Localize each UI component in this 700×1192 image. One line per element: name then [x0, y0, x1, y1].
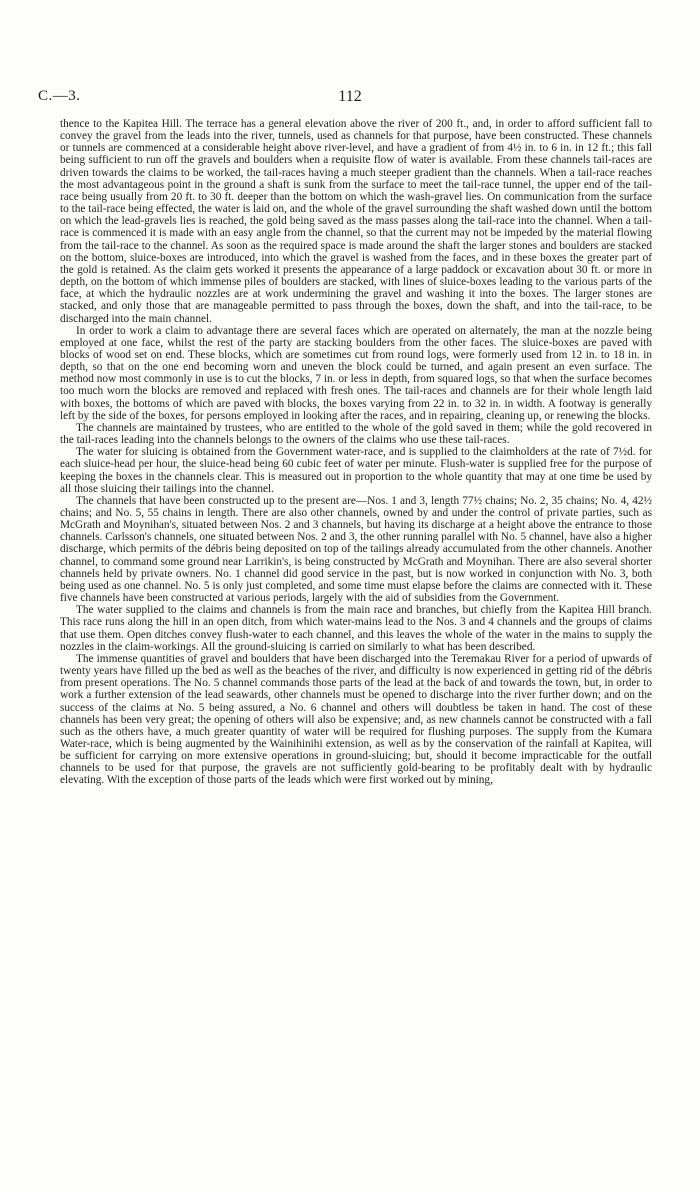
report-reference: C.—3.	[38, 88, 81, 104]
paragraph-4: The water for sluicing is obtained from the Government water-race, and is supplied to the claimholders at the rate of 7½d. for each sluice-head per hour, the sluice-head being 60 cubic feet of water per minute. Flush-water is supplied free for the purpose of keeping the boxes in the channels clear. This is measured out in proportion to the whole quantity that may at one time be used by all those sluicing their tailings into the channel.	[60, 446, 652, 495]
page-header	[38, 88, 662, 108]
page-number: 112	[338, 88, 362, 105]
paragraph-7: The immense quantities of gravel and boulders that have been discharged into the Teremakau River for a period of upwards of twenty years have filled up the bed as well as the beaches of the river, and difficulty is now experienced in getting rid of the débris from present operations. The No. 5 channel commands those parts of the lead at the back of and towards the town, but, in order to work a further extension of the lead seawards, other channels must be opened to discharge into the river further down; and on the success of the claims at No. 5 being assured, a No. 6 channel and others will doubtless be taken in hand. The cost of these channels has been very great; the opening of others will also be expensive; and, as new channels cannot be constructed with a fall such as the others have, a much greater quantity of water will be required for flushing purposes. The supply from the Kumara Water-race, which is being augmented by the Wainihinihi extension, as well as by the conservation of the rainfall at Kapitea, will be sufficient for carrying on more extensive operations in ground-sluicing; but, should it become impracticable for the outfall channels to be used for that purpose, the gravels are not sufficiently gold-bearing to be profitably dealt with by hydraulic elevating. With the exception of those parts of the leads which were first worked out by mining,	[60, 652, 652, 787]
paragraph-5: The channels that have been constructed up to the present are—Nos. 1 and 3, length 77½ chains; No. 2, 35 chains; No. 4, 42½ chains; and No. 5, 55 chains in length. There are also other channels, owned by and under the control of private parties, such as McGrath and Moynihan's, situated between Nos. 2 and 3 channels, but having its discharge at a height above the entrance to those channels. Carlsson's channels, one situated between Nos. 2 and 3, the other running parallel with No. 5 channel, have also a higher discharge, which permits of the débris being deposited on top of the tailings already accumulated from the other channels. Another channel, to command some ground near Larrikin's, is being constructed by McGrath and Moynihan. There are also several shorter channels held by private owners. No. 1 channel did good service in the past, but is now worked in conjunction with No. 3, both being used as one channel. No. 5 is only just completed, and some time must elapse before the claims are connected with it. These five channels have been constructed at various periods, largely with the aid of subsidies from the Government.	[60, 494, 652, 605]
paragraph-2: In order to work a claim to advantage there are several faces which are operated on alternately, the man at the nozzle being employed at one face, whilst the rest of the party are stacking boulders from the other faces. The sluice-boxes are paved with blocks of wood set on end. These blocks, which are sometimes cut from round logs, were formerly used from 12 in. to 18 in. in depth, so that on the one end becoming worn and uneven the block could be turned, and again present an even surface. The method now most commonly in use is to cut the blocks, 7 in. or less in depth, from squared logs, so that when the surface becomes too much worn the blocks are removed and replaced with fresh ones. The tail-races and channels are for their whole length laid with boxes, the bottoms of which are paved with blocks, the boxes varying from 22 in. to 32 in. in width. A footway is generally left by the side of the boxes, for persons employed in looking after the races, and in repairing, cleaning up, or renewing the blocks.	[60, 324, 652, 422]
paragraph-1: thence to the Kapitea Hill. The terrace has a general elevation above the river of 200 ft., and, in order to afford sufficient fall to convey the gravel from the leads into the river, tunnels, used as channels for that purpose, have been constructed. These channels or tunnels are commenced at a considerable height above river-level, and have a gradient of from 4½ in. to 6 in. in 12 ft.; this fall being sufficient to run off the gravels and boulders when a requisite flow of water is available. From these channels tail-races are driven towards the claims to be worked, the tail-races having a much steeper gradient than the channels. When a tail-race reaches the most advantageous point in the ground a shaft is sunk from the surface to meet the tail-race tunnel, the upper end of the tail-race being usually from 20 ft. to 30 ft. deeper than the bottom on which the wash-gravel lies. On communication from the surface to the tail-race being effected, the water is laid on, and the whole of the gravel surrounding the shaft washed down until the bottom on which the lead-gravels lies is reached, the gold being saved as the mass passes along the tail-race into the channel. When a tail-race is commenced it is made with an easy angle from the channel, so that the current may not be impeded by the material flowing from the tail-race to the channel. As soon as the required space is made around the shaft the larger stones and boulders are stacked on the bottom, sluice-boxes are introduced, into which the gravel is washed from the faces, and in these boxes the greater part of the gold is retained. As the claim gets worked it presents the appearance of a large paddock or excavation about 30 ft. or more in depth, on the bottom of which immense piles of boulders are stacked, with lines of sluice-boxes leading to the various parts of the face, at which the hydraulic nozzles are at work undermining the gravel and washing it into the boxes. The larger stones are stacked, and only those that are manageable permitted to pass through the boxes, down the shaft, and into the tail-race, to be discharged into the main channel.	[60, 118, 652, 325]
body-text	[60, 118, 652, 787]
paragraph-6: The water supplied to the claims and channels is from the main race and branches, but chiefly from the Kapitea Hill branch. This race runs along the hill in an open ditch, from which water-mains lead to the Nos. 3 and 4 channels and the groups of claims that use them. Open ditches convey flush-water to each channel, and this leaves the whole of the water in the mains to supply the nozzles in the claim-workings. All the ground-sluicing is carried on similarly to what has been described.	[60, 604, 652, 653]
paragraph-3: The channels are maintained by trustees, who are entitled to the whole of the gold saved in them; while the gold recovered in the tail-races leading into the channels belongs to the owners of the claims who use these tail-races.	[60, 421, 652, 447]
